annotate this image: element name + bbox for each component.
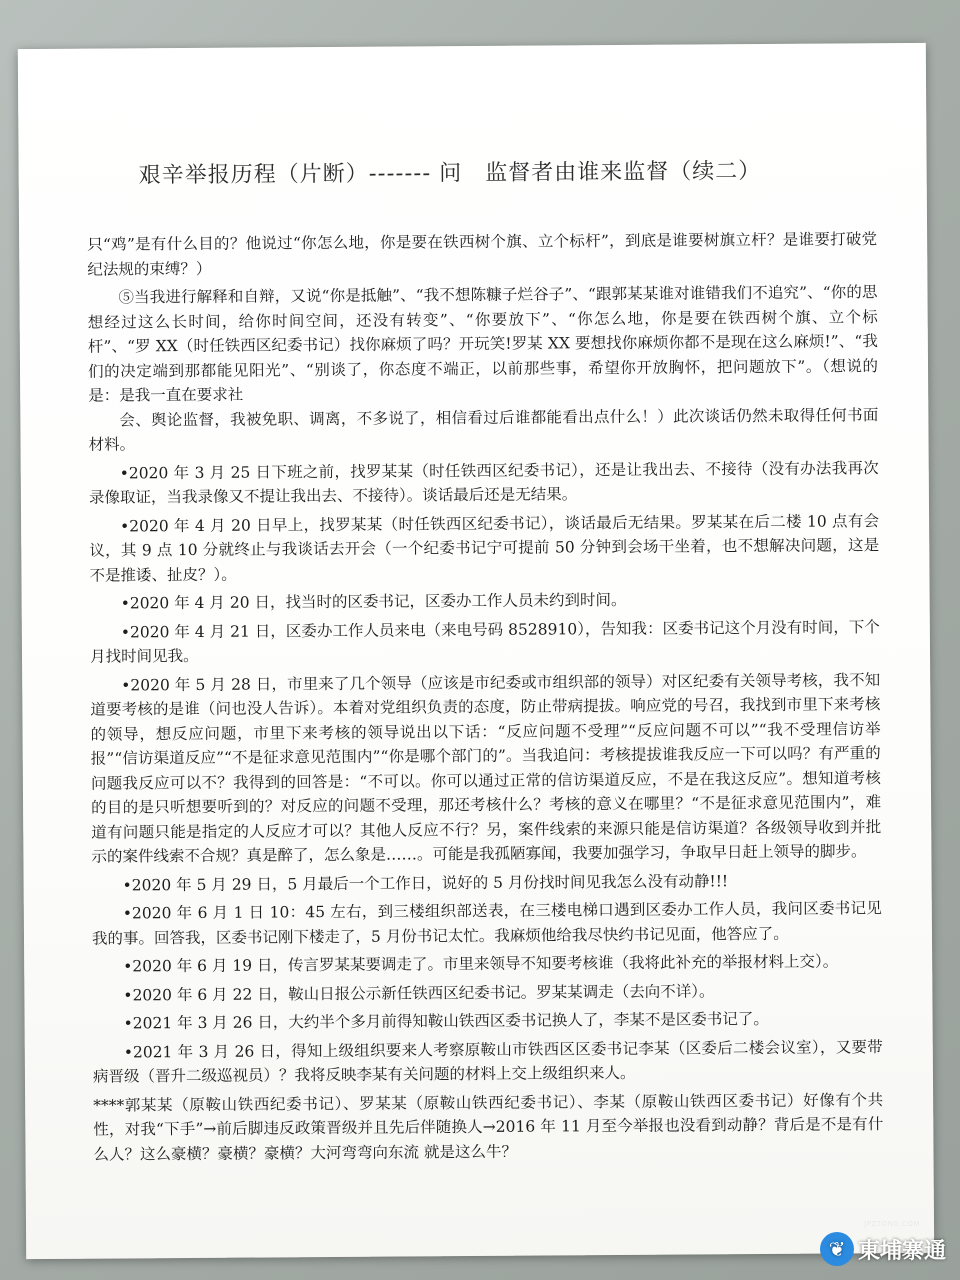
paragraph: •2020 年 4 月 20 日，找当时的区委书记，区委办工作人员未约到时间。 [120, 590, 627, 613]
paragraph: •2021 年 3 月 26 日，得知上级组织要来人考察原鞍山市铁西区区委书记李某（区委后二楼会议室），又要带病晋级（晋升二级巡视员）？我将反映李某有关问题的材料上交上级组织来人。 [92, 1037, 883, 1086]
paragraph: ****郭某某（原鞍山铁西纪委书记）、罗某某（原鞍山铁西纪委书记）、李某（原鞍山铁西区委书记）好像有个共性，对我“下手”→前后脚违反政策晋级并且先后伴随换人→2016 年 11 月至今举报也没看到动静？背后是不是有什么人？这么豪横？豪横？豪横？大河弯弯向东流 就是这么牛？ [93, 1090, 884, 1164]
paragraph: •2020 年 5 月 29 日，5 月最后一个工作日，说好的 5 月份找时间见我怎么没有动静!!! [122, 871, 729, 894]
watermark-site: JPZTONG.COM [864, 1220, 920, 1228]
paragraph: •2020 年 6 月 1 日 10：45 左右，到三楼组织部送表，在三楼电梯口遇到区委办工作人员，我问区委书记见我的事。回答我，区委书记刚下楼走了，5 月份书记太忙。我麻烦他给我尽快约书记见面，他答应了。 [91, 899, 882, 948]
watermark-brand: 東埔寨通 [857, 1238, 946, 1264]
paragraph: 会、舆论监督，我被免职、调离，不多说了，相信看过后谁都能看出点什么！）此次谈话仍然未取得任何书面材料。 [88, 405, 879, 454]
paragraph: •2020 年 4 月 20 日早上，找罗某某（时任铁西区纪委书记），谈话最后无结果。罗某某在后二楼 10 点有会议，其 9 点 10 分就终止与我谈话去开会（一个纪委书记宁可提前 50 分钟到会场干坐着，也不想解决问题，这是不是推诿、扯皮？）。 [89, 511, 880, 585]
paragraph: •2020 年 4 月 21 日，区委办工作人员来电（来电号码 8528910），告知我：区委书记这个月没有时间，下个月找时间见我。 [89, 617, 880, 666]
watermark [820, 1232, 946, 1266]
paragraph: •2020 年 6 月 22 日，鞍山日报公示新任铁西区纪委书记。罗某某调走（去向不详）。 [123, 981, 715, 1004]
paper-sheet [18, 43, 934, 1259]
paragraph: •2020 年 5 月 28 日，市里来了几个领导（应该是市纪委或市组织部的领导）对区纪委有关领导考核，我不知道要考核的是谁（问也没人告诉）。本着对党组织负责的态度，防止带病提拔。响应党的号召，我找到市里下来考核的领导，想反应问题，市里下来考核的领导说出以下话：“反应问题不受理”“反应问题不可以”“我不受理信访举报”“信访渠道反应”“不是征求意见范围内”“你是哪个部门的”。当我追问：考核提拔谁我反应一下可以吗？有严重的问题我反应可以不？我得到的回答是：“不可以。你可以通过正常的信访渠道反应，不是在我这反应”。想知道考核的目的是只听想要听到的？对反应的问题不受理，那还考核什么？考核的意义在哪里？“不是征求意见范围内”，难道有问题只能是指定的人反应才可以？其他人反应不行？另，案件线索的来源只能是信访渠道？各级领导收到并批示的案件线索不合规？真是醉了，怎么象是……。可能是我孤陋寡闻，我要加强学习，争取早日赶上领导的脚步。 [90, 670, 882, 866]
paragraph: •2020 年 6 月 19 日，传言罗某某要调走了。市里来领导不知要考核谁（我将此补充的举报材料上交）。 [123, 952, 839, 976]
document-title: 艰辛举报历程（片断）------- 问 监督者由谁来监督（续二） [138, 158, 762, 189]
document-body [87, 227, 884, 1170]
paragraph: •2021 年 3 月 26 日，大约半个多月前得知鞍山铁西区委书记换人了，李某不是区委书记了。 [123, 1009, 769, 1033]
paragraph: •2020 年 3 月 25 日下班之前，找罗某某（时任铁西区纪委书记），还是让我出去、不接待（没有办法我再次录像取证，当我录像又不提让我出去、不接待）。谈话最后还是无结果。 [88, 458, 879, 507]
paragraph: 只“鸡”是有什么目的？他说过“你怎么地，你是要在铁西树个旗、立个标杆”，到底是谁要树旗立杆？是谁要打破党纪法规的束缚？） [87, 230, 878, 279]
leaf-logo-icon: ❦ [820, 1232, 854, 1266]
paragraph: ⑤当我进行解释和自辩，又说“你是抵触”、“我不想陈糠子烂谷子”、“跟郭某某谁对谁错我们不追究”、“你的思想经过这么长时间，给你时间空间，还没有转变”、“你要放下”、“你怎么地，你是要在铁西树个旗、立个标杆”、“罗 XX（时任铁西区纪委书记）找你麻烦了吗？开玩笑!罗某 XX 要想找你麻烦你都不是现在这么麻烦!”、“我们的决定端到那都能见阳光”、“别谈了，你态度不端正，以前那些事，希望你开放胸怀，把问题放下”。（想说的是：是我一直在要求社 [87, 283, 879, 405]
